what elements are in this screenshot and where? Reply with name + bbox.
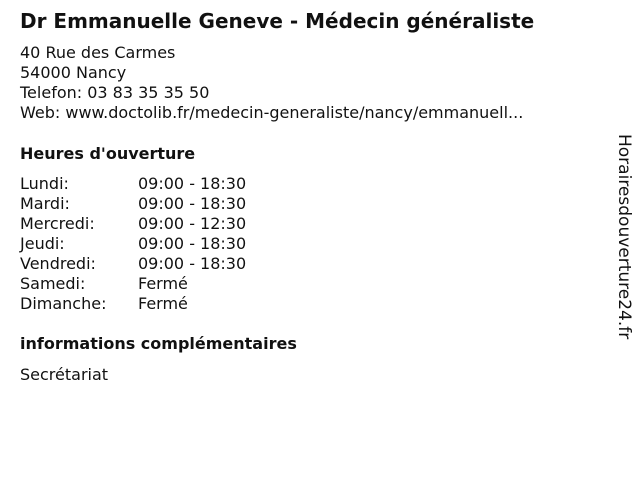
- page-title: Dr Emmanuelle Geneve - Médecin généraliste: [20, 9, 535, 33]
- hours-day: Vendredi:: [20, 254, 96, 273]
- address-street: 40 Rue des Carmes: [20, 43, 176, 62]
- address-phone: Telefon: 03 83 35 35 50: [20, 83, 210, 102]
- address-block: [20, 43, 523, 123]
- hours-day: Jeudi:: [20, 234, 65, 253]
- address-web: Web: www.doctolib.fr/medecin-generaliste/nancy/emmanuell...: [20, 103, 524, 122]
- hours-day: Mercredi:: [20, 214, 95, 233]
- hours-time: 09:00 - 18:30: [138, 254, 247, 273]
- hours-time: Fermé: [138, 274, 188, 293]
- hours-time: 09:00 - 18:30: [138, 194, 247, 213]
- hours-day: Dimanche:: [20, 294, 107, 313]
- hours-day: Mardi:: [20, 194, 70, 213]
- hours-heading: Heures d'ouverture: [20, 144, 196, 163]
- address-city: 54000 Nancy: [20, 63, 127, 82]
- watermark-text: Horairesdouverture24.fr: [614, 134, 634, 340]
- hours-time: 09:00 - 12:30: [138, 214, 247, 233]
- watermark: [612, 134, 636, 346]
- info-text: Secrétariat: [20, 365, 109, 384]
- hours-day: Lundi:: [20, 174, 69, 193]
- hours-time: 09:00 - 18:30: [138, 174, 247, 193]
- hours-time: Fermé: [138, 294, 188, 313]
- info-heading: informations complémentaires: [20, 334, 297, 353]
- hours-day: Samedi:: [20, 274, 86, 293]
- hours-time: 09:00 - 18:30: [138, 234, 247, 253]
